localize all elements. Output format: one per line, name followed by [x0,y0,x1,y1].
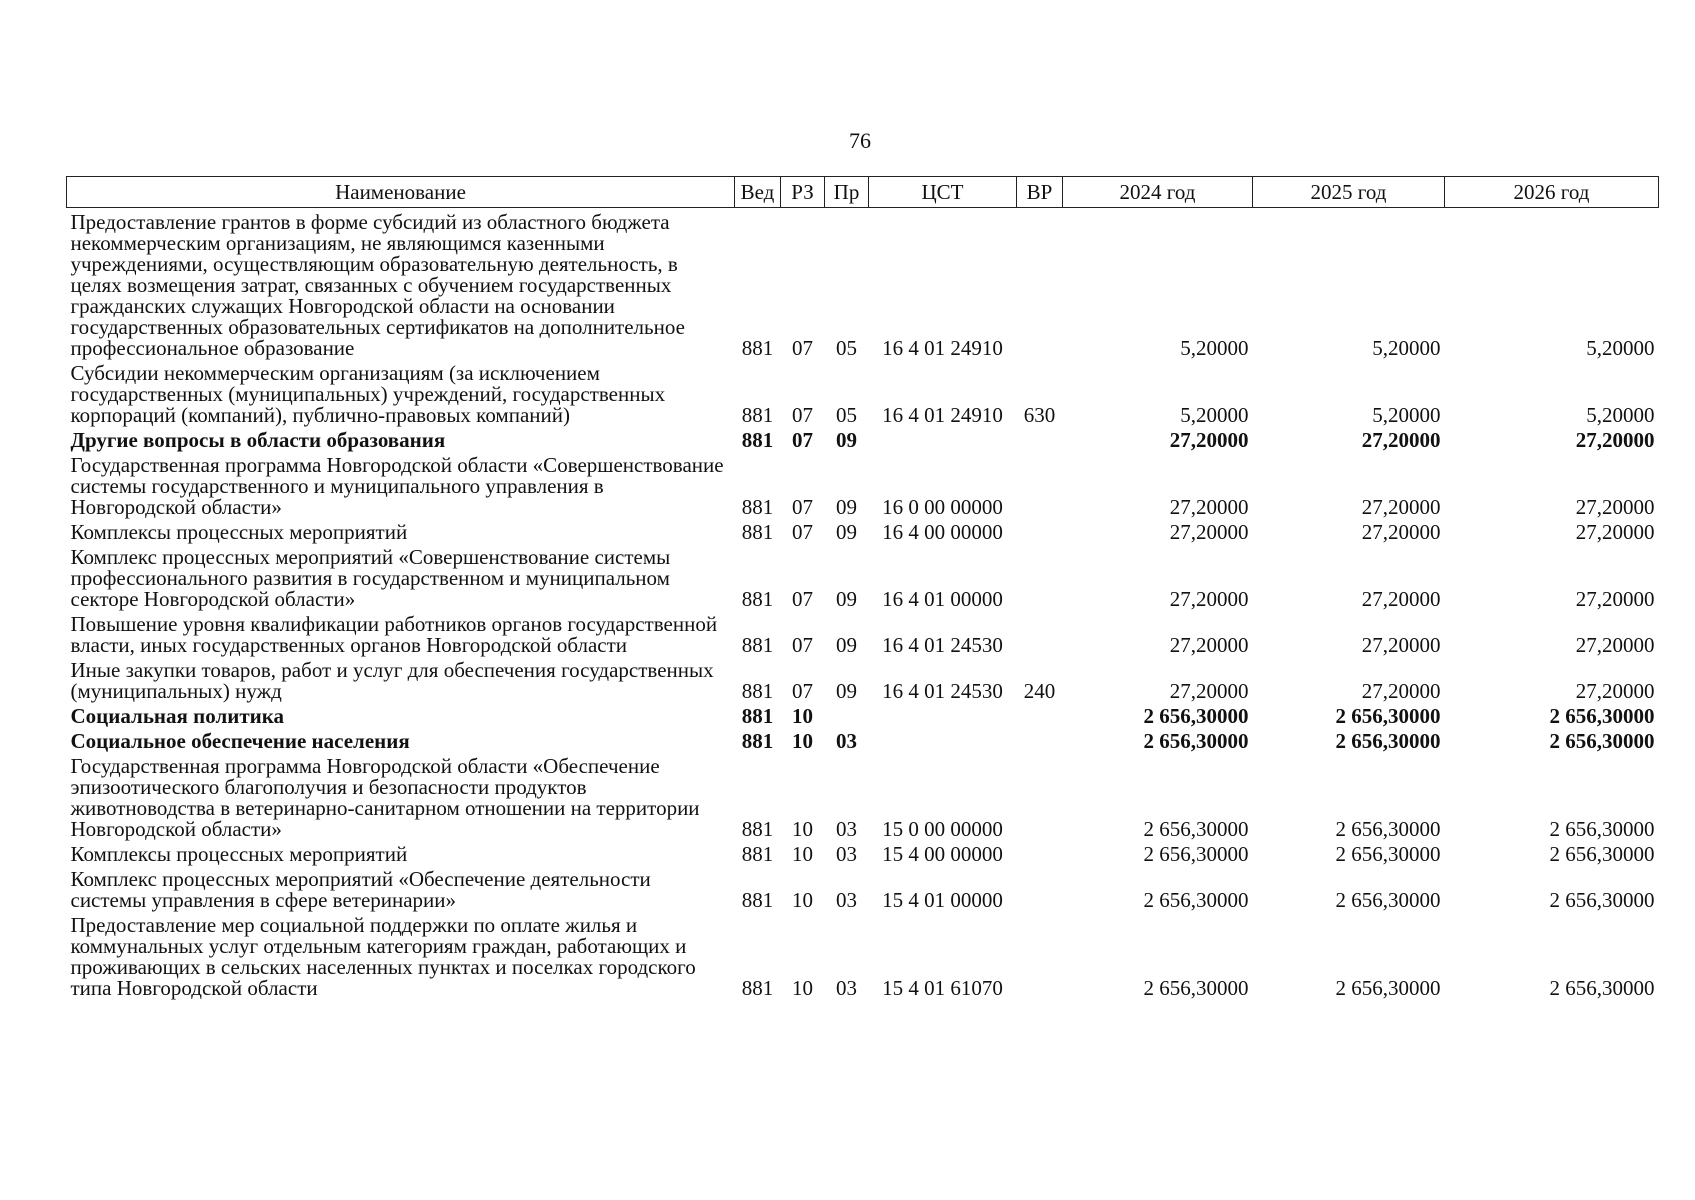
cell-vr [1017,543,1063,610]
cell-cst [869,727,1017,752]
cell-pr: 03 [836,729,857,753]
cell-name: Государственная программа Новгородской области «Обеспечение эпизоотического благополучия и безопасности продуктов животноводства в ветеринарно-санитарном отношении на территории Новгородской области» [70,754,700,841]
cell-vr [1017,518,1063,543]
cell-ved: 881 [741,587,774,611]
cell-name: Социальная политика [70,704,285,728]
header-row [67,177,1659,208]
cell-pr: 03 [836,842,857,866]
cell-2025: 2 656,30000 [1335,817,1441,841]
cell-name: Другие вопросы в области образования [70,428,446,452]
table-row [67,359,1659,426]
cell-2024: 27,20000 [1169,520,1249,544]
cell-vr [1017,208,1063,360]
table-row [67,840,1659,865]
cell-2026: 2 656,30000 [1549,704,1655,728]
cell-2025: 5,20000 [1372,336,1441,360]
cell-rz: 07 [792,520,813,544]
cell-name: Социальное обеспечение населения [70,729,410,753]
cell-cst: 16 4 01 24910 [882,336,1003,360]
cell-2025: 27,20000 [1361,679,1441,703]
cell-rz: 07 [792,336,813,360]
table-row [67,702,1659,727]
cell-2025: 2 656,30000 [1335,729,1441,753]
cell-vr [1017,840,1063,865]
cell-2024: 5,20000 [1180,403,1249,427]
cell-ved: 881 [741,495,774,519]
cell-2025: 27,20000 [1361,428,1441,452]
header-2026: 2026 год [1445,177,1659,208]
cell-pr: 09 [836,587,857,611]
cell-2026: 5,20000 [1586,403,1655,427]
header-cst: ЦСТ [869,177,1017,208]
cell-rz: 10 [792,888,813,912]
cell-name: Предоставление грантов в форме субсидий из областного бюджета некоммерческим организациям, не являющимся казенными учреждениями, осуществляющим образовательную деятельность, в целях возмещения затрат, связанных с обучением государственных гражданских служащих Новгородской области на основании государственных образовательных сертификатов на дополнительное профессиональное образование [70,210,685,360]
cell-name: Субсидии некоммерческим организациям (за исключением государственных (муниципальных) учреждений, государственных корпораций (компаний), публично-правовых компаний) [70,361,666,427]
cell-cst: 15 4 00 00000 [882,842,1003,866]
cell-cst: 15 4 01 61070 [882,976,1003,1000]
cell-ved: 881 [741,817,774,841]
cell-2025: 27,20000 [1361,587,1441,611]
table-row [67,911,1659,999]
cell-vr [1017,865,1063,911]
cell-2025: 2 656,30000 [1335,842,1441,866]
cell-2025: 2 656,30000 [1335,976,1441,1000]
cell-pr [825,702,869,727]
cell-2025: 2 656,30000 [1335,704,1441,728]
header-vr: ВР [1017,177,1063,208]
header-rz: РЗ [781,177,825,208]
table-row [67,752,1659,840]
cell-rz: 10 [792,976,813,1000]
cell-2025: 5,20000 [1372,403,1441,427]
cell-ved: 881 [741,976,774,1000]
cell-2024: 5,20000 [1180,336,1249,360]
cell-2026: 27,20000 [1575,495,1655,519]
cell-2024: 27,20000 [1169,587,1249,611]
cell-2024: 27,20000 [1169,428,1249,452]
cell-2024: 27,20000 [1169,633,1249,657]
cell-name: Иные закупки товаров, работ и услуг для обеспечения государственных (муниципальных) нужд [70,658,714,703]
cell-2026: 2 656,30000 [1549,976,1655,1000]
header-2024: 2024 год [1063,177,1253,208]
cell-2026: 2 656,30000 [1549,842,1655,866]
cell-2024: 2 656,30000 [1143,976,1249,1000]
table-row [67,656,1659,702]
cell-pr: 03 [836,888,857,912]
cell-name: Комплексы процессных мероприятий [70,520,408,544]
header-pr: Пр [825,177,869,208]
cell-rz: 07 [792,428,813,452]
cell-pr: 03 [836,976,857,1000]
cell-2026: 27,20000 [1575,633,1655,657]
cell-2026: 27,20000 [1575,428,1655,452]
cell-ved: 881 [741,888,774,912]
table-row [67,426,1659,451]
cell-ved: 881 [741,403,774,427]
cell-name: Предоставление мер социальной поддержки по оплате жилья и коммунальных услуг отдельным категориям граждан, работающих и проживающих в сельских населенных пунктах и поселках городского типа Новгородской области [70,913,696,1000]
cell-rz: 10 [792,704,813,728]
cell-rz: 10 [792,817,813,841]
cell-vr [1017,752,1063,840]
cell-rz: 07 [792,587,813,611]
table-row [67,208,1659,360]
cell-name: Комплекс процессных мероприятий «Совершенствование системы профессионального развития в государственном и муниципальном секторе Новгородской области» [70,545,671,611]
cell-vr [1017,426,1063,451]
cell-ved: 881 [741,842,774,866]
table-row [67,451,1659,518]
cell-2024: 2 656,30000 [1143,817,1249,841]
cell-cst: 15 4 01 00000 [882,888,1003,912]
cell-rz: 07 [792,633,813,657]
cell-name: Повышение уровня квалификации работников органов государственной власти, иных государственных органов Новгородской области [70,612,718,657]
cell-vr [1017,727,1063,752]
cell-cst: 16 4 01 24910 [882,403,1003,427]
cell-ved: 881 [741,679,774,703]
header-ved: Вед [735,177,781,208]
budget-table [66,176,1659,999]
cell-rz: 07 [792,403,813,427]
cell-ved: 881 [741,729,774,753]
cell-vr: 240 [1023,679,1056,703]
cell-2024: 2 656,30000 [1143,729,1249,753]
cell-2026: 2 656,30000 [1549,729,1655,753]
cell-2026: 27,20000 [1575,520,1655,544]
header-2025: 2025 год [1253,177,1445,208]
cell-cst: 16 4 01 24530 [882,679,1003,703]
cell-2024: 2 656,30000 [1143,842,1249,866]
cell-ved: 881 [741,336,774,360]
cell-vr [1017,911,1063,999]
cell-rz: 07 [792,679,813,703]
cell-ved: 881 [741,633,774,657]
table-row [67,518,1659,543]
cell-vr: 630 [1023,403,1056,427]
cell-name: Комплексы процессных мероприятий [70,842,408,866]
cell-cst: 16 4 01 00000 [882,587,1003,611]
cell-2024: 2 656,30000 [1143,704,1249,728]
table-row [67,543,1659,610]
cell-2024: 27,20000 [1169,495,1249,519]
cell-name: Комплекс процессных мероприятий «Обеспечение деятельности системы управления в сфере ветеринарии» [70,867,651,912]
cell-cst: 16 4 01 24530 [882,633,1003,657]
cell-pr: 05 [836,403,857,427]
page-number: 76 [849,128,871,153]
cell-ved: 881 [741,704,774,728]
cell-rz: 10 [792,842,813,866]
table-row [67,610,1659,656]
cell-vr [1017,610,1063,656]
table-header [67,177,1659,208]
cell-cst: 15 0 00 00000 [882,817,1003,841]
cell-cst [869,426,1017,451]
cell-cst [869,702,1017,727]
cell-2026: 5,20000 [1586,336,1655,360]
cell-ved: 881 [741,428,774,452]
cell-ved: 881 [741,520,774,544]
header-name: Наименование [67,177,735,208]
cell-name: Государственная программа Новгородской области «Совершенствование системы государственного и муниципального управления в Новгородской области» [70,453,724,519]
cell-2026: 2 656,30000 [1549,888,1655,912]
cell-2026: 2 656,30000 [1549,817,1655,841]
cell-pr: 09 [836,520,857,544]
cell-pr: 09 [836,633,857,657]
cell-2025: 27,20000 [1361,495,1441,519]
cell-pr: 03 [836,817,857,841]
cell-rz: 10 [792,729,813,753]
cell-2025: 2 656,30000 [1335,888,1441,912]
cell-2024: 27,20000 [1169,679,1249,703]
cell-2025: 27,20000 [1361,633,1441,657]
cell-2026: 27,20000 [1575,587,1655,611]
cell-pr: 09 [836,679,857,703]
cell-pr: 09 [836,428,857,452]
cell-2024: 2 656,30000 [1143,888,1249,912]
cell-pr: 05 [836,336,857,360]
cell-vr [1017,451,1063,518]
cell-cst: 16 0 00 00000 [882,495,1003,519]
cell-2025: 27,20000 [1361,520,1441,544]
cell-cst: 16 4 00 00000 [882,520,1003,544]
cell-pr: 09 [836,495,857,519]
table-row [67,727,1659,752]
table-row [67,865,1659,911]
cell-vr [1017,702,1063,727]
table-body [67,208,1659,1000]
cell-2026: 27,20000 [1575,679,1655,703]
cell-rz: 07 [792,495,813,519]
